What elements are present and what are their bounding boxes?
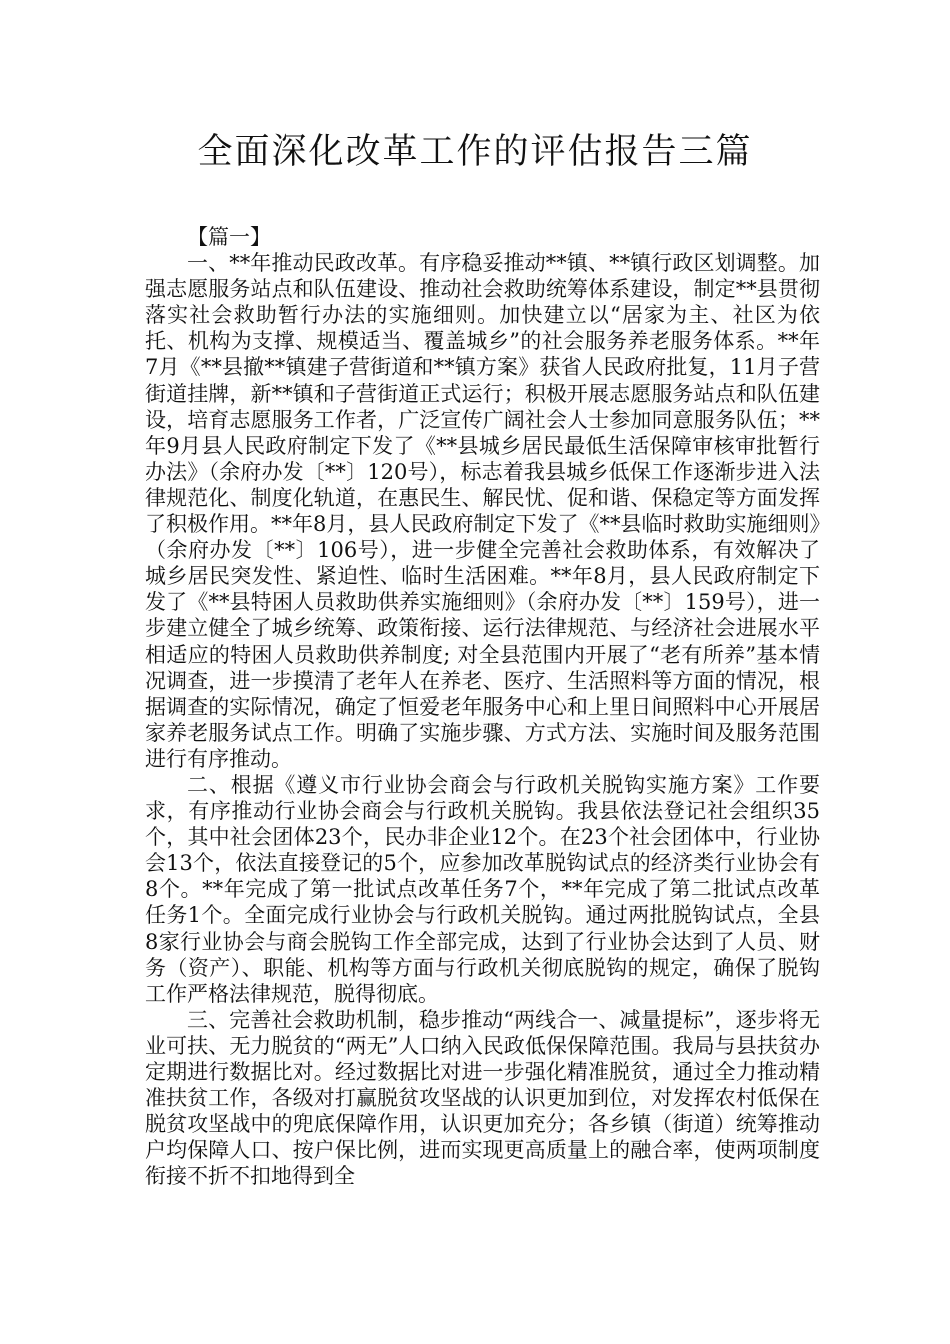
document-body: [145, 224, 820, 1189]
paragraph-1: 一、**年推动民政改革。有序稳妥推动**镇、**镇行政区划调整。加强志愿服务站点和队伍建设、推动社会救助统筹体系建设，制定**县贯彻落实社会救助暂行办法的实施细则。加快建立以“居家为主、社区为依托、机构为支撑、规模适当、覆盖城乡”的社会服务养老服务体系。**年7月《**县撤**镇建子营街道和**镇方案》获省人民政府批复，11月子营街道挂牌，新**镇和子营街道正式运行；积极开展志愿服务站点和队伍建设，培育志愿服务工作者，广泛宣传广阔社会人士参加同意服务队伍；**年9月县人民政府制定下发了《**县城乡居民最低生活保障审核审批暂行办法》（余府办发〔**〕120号），标志着我县城乡低保工作逐渐步进入法律规范化、制度化轨道，在惠民生、解民忧、促和谐、保稳定等方面发挥了积极作用。**年8月，县人民政府制定下发了《**县临时救助实施细则》（余府办发〔**〕106号），进一步健全完善社会救助体系，有效解决了城乡居民突发性、紧迫性、临时生活困难。**年8月，县人民政府制定下发了《**县特困人员救助供养实施细则》（余府办发〔**〕159号），进一步建立健全了城乡统筹、政策衔接、运行法律规范、与经济社会进展水平相适应的特困人员救助供养制度; 对全县范围内开展了“老有所养”基本情况调查，进一步摸清了老年人在养老、医疗、生活照料等方面的情况，根据调查的实际情况，确定了恒爱老年服务中心和上里日间照料中心开展居家养老服务试点工作。明确了实施步骤、方式方法、实施时间及服务范围进行有序推动。: [145, 251, 820, 771]
section-label: 【篇一】: [187, 225, 271, 249]
document-title: 全面深化改革工作的评估报告三篇: [197, 132, 753, 172]
paragraph-2: 二、根据《遵义市行业协会商会与行政机关脱钩实施方案》工作要求，有序推动行业协会商会与行政机关脱钩。我县依法登记社会组织35个，其中社会团体23个，民办非企业12个。在23个社会团体中，行业协会13个，依法直接登记的5个，应参加改革脱钩试点的经济类行业协会有8个。**年完成了第一批试点改革任务7个，**年完成了第二批试点改革任务1个。全面完成行业协会与行政机关脱钩。通过两批脱钩试点，全县8家行业协会与商会脱钩工作全部完成，达到了行业协会达到了人员、财务（资产）、职能、机构等方面与行政机关彻底脱钩的规定，确保了脱钩工作严格法律规范，脱得彻底。: [145, 772, 820, 1006]
paragraph-3: 三、完善社会救助机制，稳步推动“两线合一、减量提标”，逐步将无业可扶、无力脱贫的“两无”人口纳入民政低保保障范围。我局与县扶贫办定期进行数据比对。经过数据比对进一步强化精准脱贫，通过全力推动精准扶贫工作，各级对打赢脱贫攻坚战的认识更加到位，对发挥农村低保在脱贫攻坚战中的兜底保障作用，认识更加充分；各乡镇（街道）统筹推动户均保障人口、按户保比例，进而实现更高质量上的融合率，使两项制度衔接不折不扣地得到全: [145, 1007, 820, 1189]
